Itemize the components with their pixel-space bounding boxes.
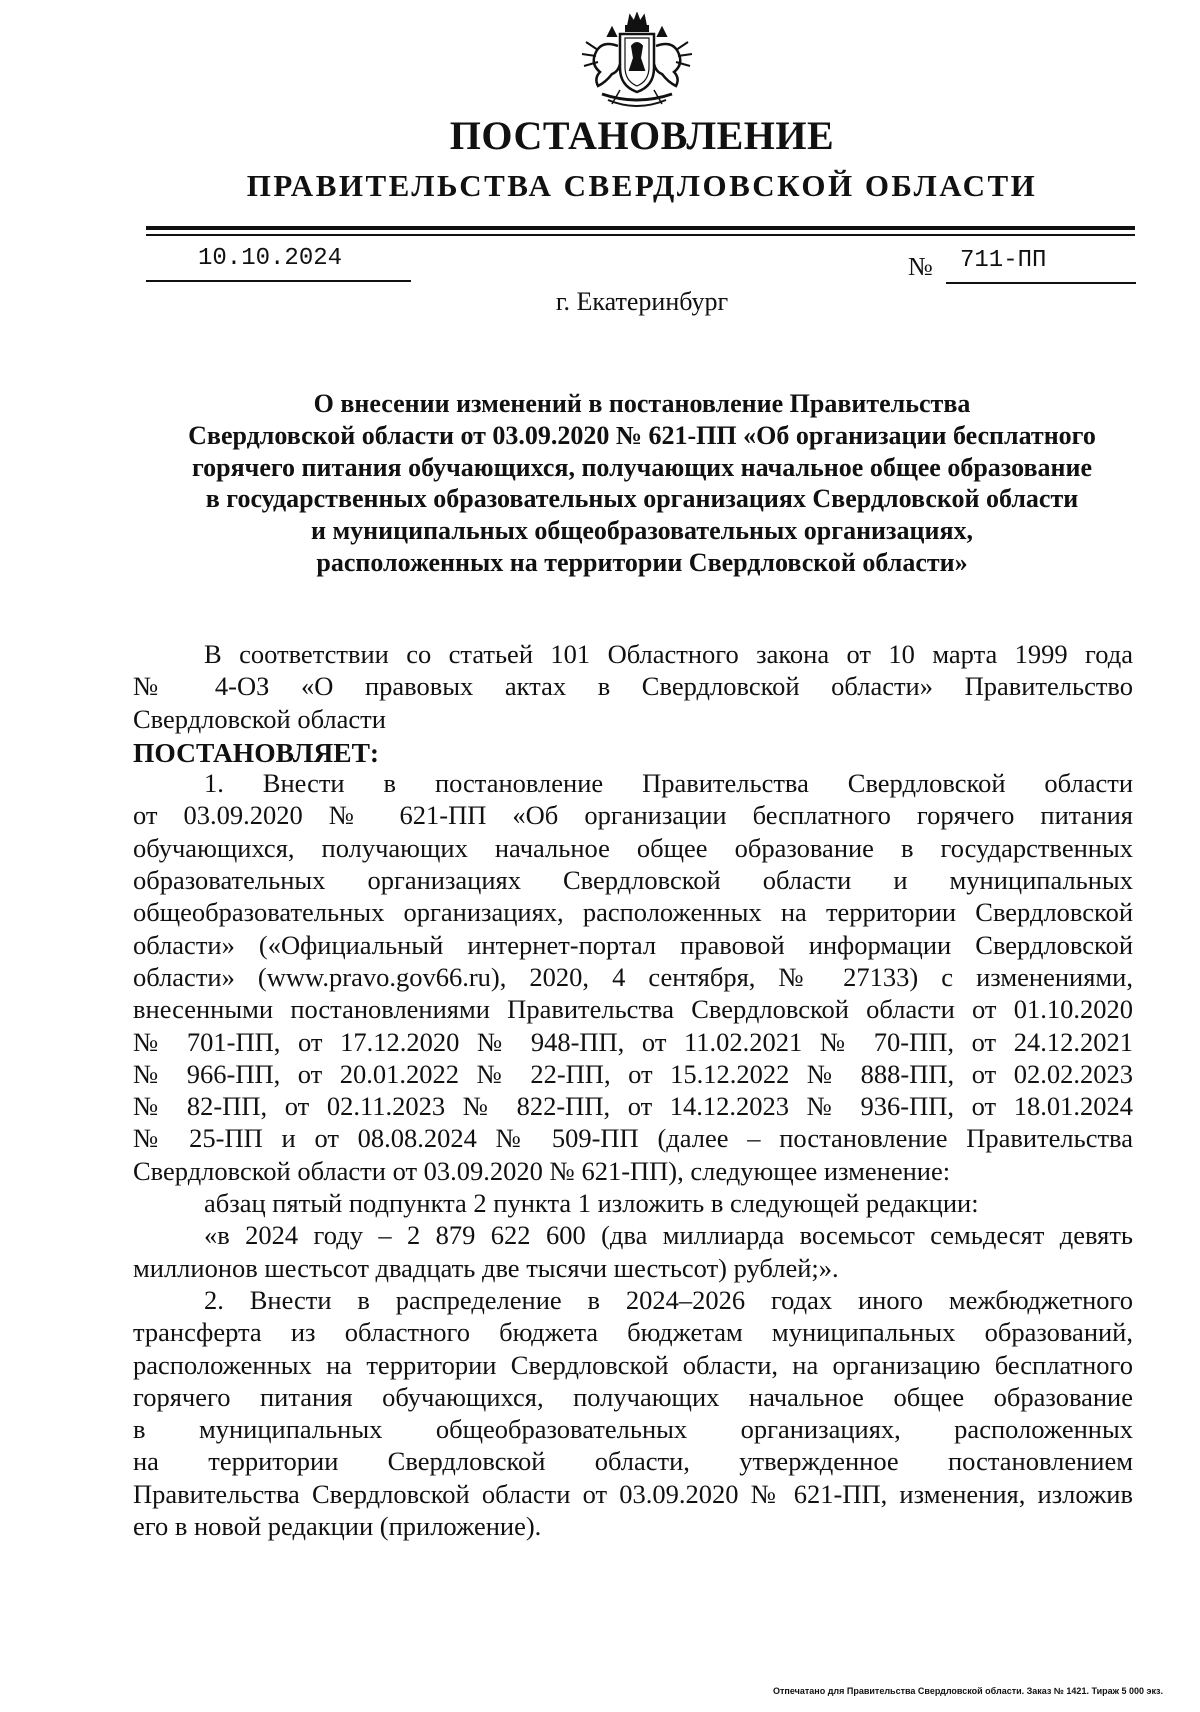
header-rule-thick xyxy=(146,226,1135,230)
body-line: на территории Свердловской области, утвержденное постановлением xyxy=(133,1446,1133,1477)
body-line: расположенных на территории Свердловской области, на организацию бесплатного xyxy=(133,1349,1133,1380)
body-line: «в 2024 году – 2 879 622 600 (два миллиарда восемьсот семьдесят девять xyxy=(204,1220,1133,1251)
body-line: области» («Официальный интернет-портал правовой информации Свердловской xyxy=(133,929,1133,960)
body-line: В соответствии со статьей 101 Областного закона от 10 марта 1999 года xyxy=(204,639,1133,669)
item-2-paragraph xyxy=(133,1284,1133,1542)
body-line: области» (www.pravo.gov66.ru), 2020, 4 сентября, № 27133) с изменениями, xyxy=(133,961,1133,992)
print-footer: Отпечатано для Правительства Свердловской области. Заказ № 1421. Тираж 5 000 экз. xyxy=(773,1686,1163,1696)
body-line: образовательных организациях Свердловской области и муниципальных xyxy=(133,865,1133,896)
item-1-paragraph xyxy=(133,767,1133,1187)
body-line: миллионов шестьсот двадцать две тысячи шестьсот) рублей;». xyxy=(133,1252,839,1283)
body-line: № 966-ПП, от 20.01.2022 № 22-ПП, от 15.12.2022 № 888-ПП, от 02.02.2023 xyxy=(133,1058,1133,1089)
body-line: его в новой редакции (приложение). xyxy=(133,1511,542,1542)
body-line: обучающихся, получающих начальное общее образование в государственных xyxy=(133,832,1133,863)
heading-line: О внесении изменений в постановление Правительства xyxy=(313,389,971,418)
document-body xyxy=(133,638,1133,1542)
body-line: трансферта из областного бюджета бюджетам муниципальных образований, xyxy=(133,1317,1133,1348)
header-rule-thin xyxy=(146,234,1135,236)
body-line: № 4-ОЗ «О правовых актах в Свердловской области» Правительство xyxy=(133,671,1133,702)
number-underline xyxy=(946,282,1136,284)
body-line: Свердловской области от 03.09.2020 № 621-ПП), следующее изменение: xyxy=(133,1155,951,1186)
item-1-subparagraph: абзац пятый подпункта 2 пункта 1 изложить в следующей редакции: xyxy=(204,1188,979,1219)
body-line: № 701-ПП, от 17.12.2020 № 948-ПП, от 11.02.2021 № 70-ПП, от 24.12.2021 xyxy=(133,1026,1133,1057)
coat-of-arms-emblem xyxy=(568,12,706,116)
body-line: общеобразовательных организациях, расположенных на территории Свердловской xyxy=(133,897,1133,928)
heading-line: горячего питания обучающихся, получающих начальное общее образование xyxy=(191,452,1092,482)
heading-line: в государственных образовательных организациях Свердловской области xyxy=(205,484,1079,514)
document-heading xyxy=(100,388,1184,579)
document-type-title: ПОСТАНОВЛЕНИЕ xyxy=(449,113,835,158)
body-line: 1. Внести в постановление Правительства Свердловской области xyxy=(204,768,1133,799)
heading-line: и муниципальных общеобразовательных организациях, xyxy=(310,516,974,546)
decree-word: ПОСТАНОВЛЯЕТ: xyxy=(133,736,380,768)
body-line: Правительства Свердловской области от 03.09.2020 № 621-ПП, изменения, изложив xyxy=(133,1478,1133,1509)
body-line: № 82-ПП, от 02.11.2023 № 822-ПП, от 14.12.2023 № 936-ПП, от 18.01.2024 xyxy=(133,1091,1133,1122)
body-line: Свердловской области xyxy=(133,703,386,734)
body-line: 2. Внести в распределение в 2024–2026 годах иного межбюджетного xyxy=(204,1284,1133,1315)
document-number: 711-ПП xyxy=(960,247,1047,274)
body-line: в муниципальных общеобразовательных организациях, расположенных xyxy=(133,1414,1133,1445)
preamble-paragraph xyxy=(133,638,1133,735)
body-line: горячего питания обучающихся, получающих начальное общее образование xyxy=(133,1381,1133,1412)
body-line: внесенными постановлениями Правительства Свердловской области от 01.10.2020 xyxy=(133,994,1133,1025)
city-name: г. Екатеринбург xyxy=(555,287,729,316)
body-line: № 25-ПП и от 08.08.2024 № 509-ПП (далее – постановление Правительства xyxy=(133,1123,1133,1154)
date-underline xyxy=(146,280,411,282)
heading-line: расположенных на территории Свердловской области» xyxy=(316,547,968,577)
item-1-quote xyxy=(133,1219,1133,1284)
body-line: от 03.09.2020 № 621-ПП «Об организации бесплатного горячего питания xyxy=(133,800,1133,831)
issuing-authority: ПРАВИТЕЛЬСТВА СВЕРДЛОВСКОЙ ОБЛАСТИ xyxy=(246,168,1038,203)
document-date: 10.10.2024 xyxy=(198,245,343,272)
heading-line: Свердловской области от 03.09.2020 № 621-ПП «Об организации бесплатного xyxy=(188,420,1096,450)
number-sign: № xyxy=(908,252,933,281)
